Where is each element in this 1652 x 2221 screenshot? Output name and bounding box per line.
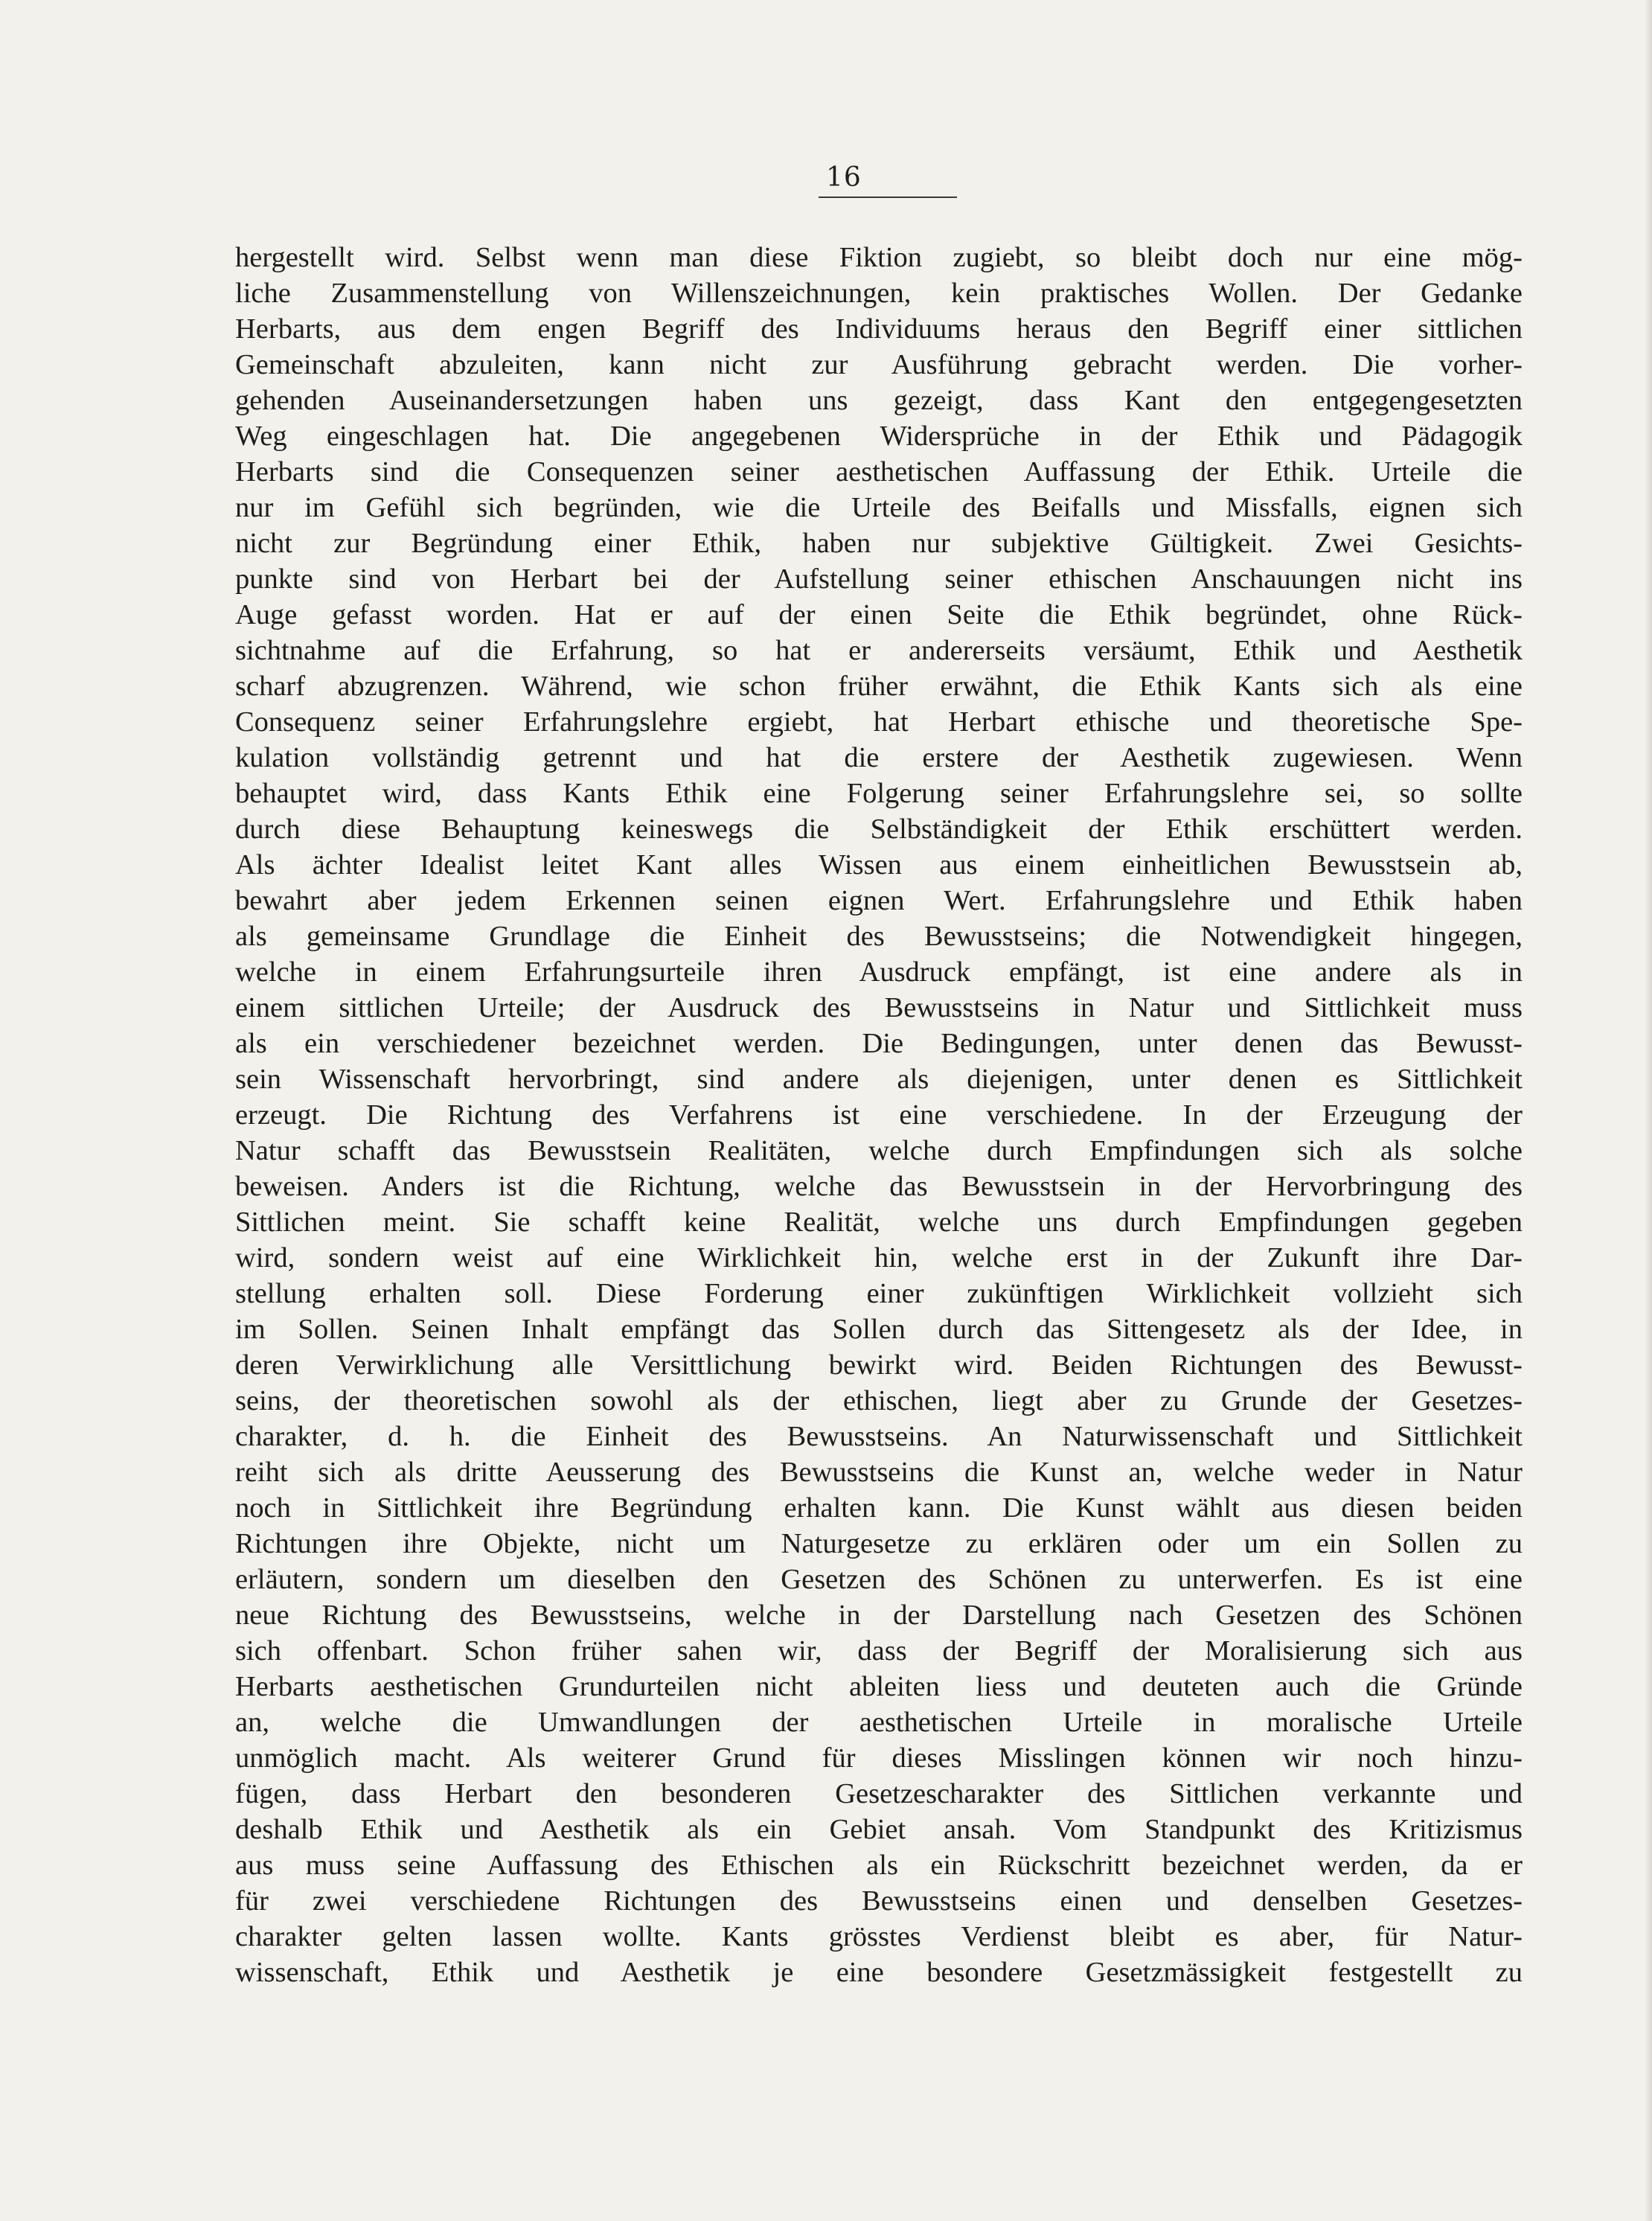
text-line: Als ächter Idealist leitet Kant alles Wissen aus einem einheitlichen Bewusstsein ab, bbox=[235, 849, 1523, 881]
text-line: Gemeinschaft abzuleiten, kann nicht zur Ausführung gebracht werden. Die vorher- bbox=[235, 349, 1523, 380]
text-line: charakter gelten lassen wollte. Kants grösstes Verdienst bleibt es aber, für Natur- bbox=[235, 1921, 1523, 1952]
text-line: beweisen. Anders ist die Richtung, welche das Bewusstsein in der Hervorbringung des bbox=[235, 1171, 1523, 1202]
text-line: kulation vollständig getrennt und hat die erstere der Aesthetik zugewiesen. Wenn bbox=[235, 742, 1523, 773]
text-line: Herbarts aesthetischen Grundurteilen nicht ableiten liess und deuteten auch die Gründe bbox=[235, 1671, 1523, 1702]
text-line: durch diese Behauptung keineswegs die Selbständigkeit der Ethik erschüttert werden. bbox=[235, 814, 1523, 845]
text-line: deshalb Ethik und Aesthetik als ein Gebiet ansah. Vom Standpunkt des Kritizismus bbox=[235, 1814, 1523, 1845]
text-line: behauptet wird, dass Kants Ethik eine Folgerung seiner Erfahrungslehre sei, so sollte bbox=[235, 778, 1523, 809]
text-line: fügen, dass Herbart den besonderen Gesetzescharakter des Sittlichen verkannte und bbox=[235, 1778, 1523, 1809]
text-line: an, welche die Umwandlungen der aesthetischen Urteile in moralische Urteile bbox=[235, 1707, 1523, 1738]
text-line: Sittlichen meint. Sie schafft keine Realität, welche uns durch Empfindungen gegeben bbox=[235, 1207, 1523, 1238]
text-line: einem sittlichen Urteile; der Ausdruck des Bewusstseins in Natur und Sittlichkeit muss bbox=[235, 992, 1523, 1023]
text-line: seins, der theoretischen sowohl als der ethischen, liegt aber zu Grunde der Gesetzes- bbox=[235, 1385, 1523, 1416]
text-line: wird, sondern weist auf eine Wirklichkeit hin, welche erst in der Zukunft ihre Dar- bbox=[235, 1242, 1523, 1274]
text-line: erzeugt. Die Richtung des Verfahrens ist eine verschiedene. In der Erzeugung der bbox=[235, 1099, 1523, 1131]
page-number: 16 bbox=[826, 162, 862, 193]
page-edge-shadow bbox=[1645, 0, 1652, 2221]
text-line: Herbarts sind die Consequenzen seiner aesthetischen Auffassung der Ethik. Urteile die bbox=[235, 456, 1523, 488]
text-line: punkte sind von Herbart bei der Aufstellung seiner ethischen Anschauungen nicht ins bbox=[235, 563, 1523, 595]
text-line: Consequenz seiner Erfahrungslehre ergiebt, hat Herbart ethische und theoretische Spe- bbox=[235, 706, 1523, 738]
text-line: unmöglich macht. Als weiterer Grund für dieses Misslingen können wir noch hinzu- bbox=[235, 1742, 1523, 1774]
text-line: nicht zur Begründung einer Ethik, haben nur subjektive Gültigkeit. Zwei Gesichts- bbox=[235, 528, 1523, 559]
text-line: erläutern, sondern um dieselben den Gesetzen des Schönen zu unterwerfen. Es ist eine bbox=[235, 1564, 1523, 1595]
text-line: nur im Gefühl sich begründen, wie die Urteile des Beifalls und Missfalls, eignen sich bbox=[235, 492, 1523, 523]
text-line: liche Zusammenstellung von Willenszeichnungen, kein praktisches Wollen. Der Gedanke bbox=[235, 278, 1523, 309]
text-line: bewahrt aber jedem Erkennen seinen eignen Wert. Erfahrungslehre und Ethik haben bbox=[235, 885, 1523, 916]
text-line: gehenden Auseinandersetzungen haben uns gezeigt, dass Kant den entgegengesetzten bbox=[235, 385, 1523, 416]
text-line: deren Verwirklichung alle Versittlichung bewirkt wird. Beiden Richtungen des Bewusst- bbox=[235, 1349, 1523, 1381]
text-line: noch in Sittlichkeit ihre Begründung erhalten kann. Die Kunst wählt aus diesen beiden bbox=[235, 1492, 1523, 1524]
text-line: wissenschaft, Ethik und Aesthetik je eine besondere Gesetzmässigkeit festgestellt zu bbox=[235, 1957, 1523, 1988]
text-line: charakter, d. h. die Einheit des Bewusstseins. An Naturwissenschaft und Sittlichkeit bbox=[235, 1421, 1523, 1452]
text-line: im Sollen. Seinen Inhalt empfängt das Sollen durch das Sittengesetz als der Idee, in bbox=[235, 1314, 1523, 1345]
text-line: neue Richtung des Bewusstseins, welche in der Darstellung nach Gesetzen des Schönen bbox=[235, 1600, 1523, 1631]
text-line: Weg eingeschlagen hat. Die angegebenen Widersprüche in der Ethik und Pädagogik bbox=[235, 421, 1523, 452]
text-line: Auge gefasst worden. Hat er auf der einen Seite die Ethik begründet, ohne Rück- bbox=[235, 599, 1523, 630]
text-line: Herbarts, aus dem engen Begriff des Individuums heraus den Begriff einer sittlichen bbox=[235, 313, 1523, 345]
text-line: Richtungen ihre Objekte, nicht um Naturgesetze zu erklären oder um ein Sollen zu bbox=[235, 1528, 1523, 1559]
header-rule bbox=[819, 196, 957, 198]
text-line: sein Wissenschaft hervorbringt, sind andere als diejenigen, unter denen es Sittlichkeit bbox=[235, 1064, 1523, 1095]
text-line: reiht sich als dritte Aeusserung des Bewusstseins die Kunst an, welche weder in Natur bbox=[235, 1457, 1523, 1488]
text-line: hergestellt wird. Selbst wenn man diese Fiktion zugiebt, so bleibt doch nur eine mög- bbox=[235, 242, 1523, 273]
body-text bbox=[235, 240, 1523, 1990]
text-line: sich offenbart. Schon früher sahen wir, dass der Begriff der Moralisierung sich aus bbox=[235, 1635, 1523, 1666]
text-line: scharf abzugrenzen. Während, wie schon früher erwähnt, die Ethik Kants sich als eine bbox=[235, 671, 1523, 702]
text-line: aus muss seine Auffassung des Ethischen als ein Rückschritt bezeichnet werden, da er bbox=[235, 1850, 1523, 1881]
text-line: welche in einem Erfahrungsurteile ihren Ausdruck empfängt, ist eine andere als in bbox=[235, 956, 1523, 988]
text-line: stellung erhalten soll. Diese Forderung einer zukünftigen Wirklichkeit vollzieht sich bbox=[235, 1278, 1523, 1309]
text-line: als ein verschiedener bezeichnet werden. Die Bedingungen, unter denen das Bewusst- bbox=[235, 1028, 1523, 1059]
text-line: für zwei verschiedene Richtungen des Bewusstseins einen und denselben Gesetzes- bbox=[235, 1885, 1523, 1917]
text-line: sichtnahme auf die Erfahrung, so hat er andererseits versäumt, Ethik und Aesthetik bbox=[235, 635, 1523, 666]
text-line: als gemeinsame Grundlage die Einheit des Bewusstseins; die Notwendigkeit hingegen, bbox=[235, 921, 1523, 952]
text-line: Natur schafft das Bewusstsein Realitäten, welche durch Empfindungen sich als solche bbox=[235, 1135, 1523, 1166]
